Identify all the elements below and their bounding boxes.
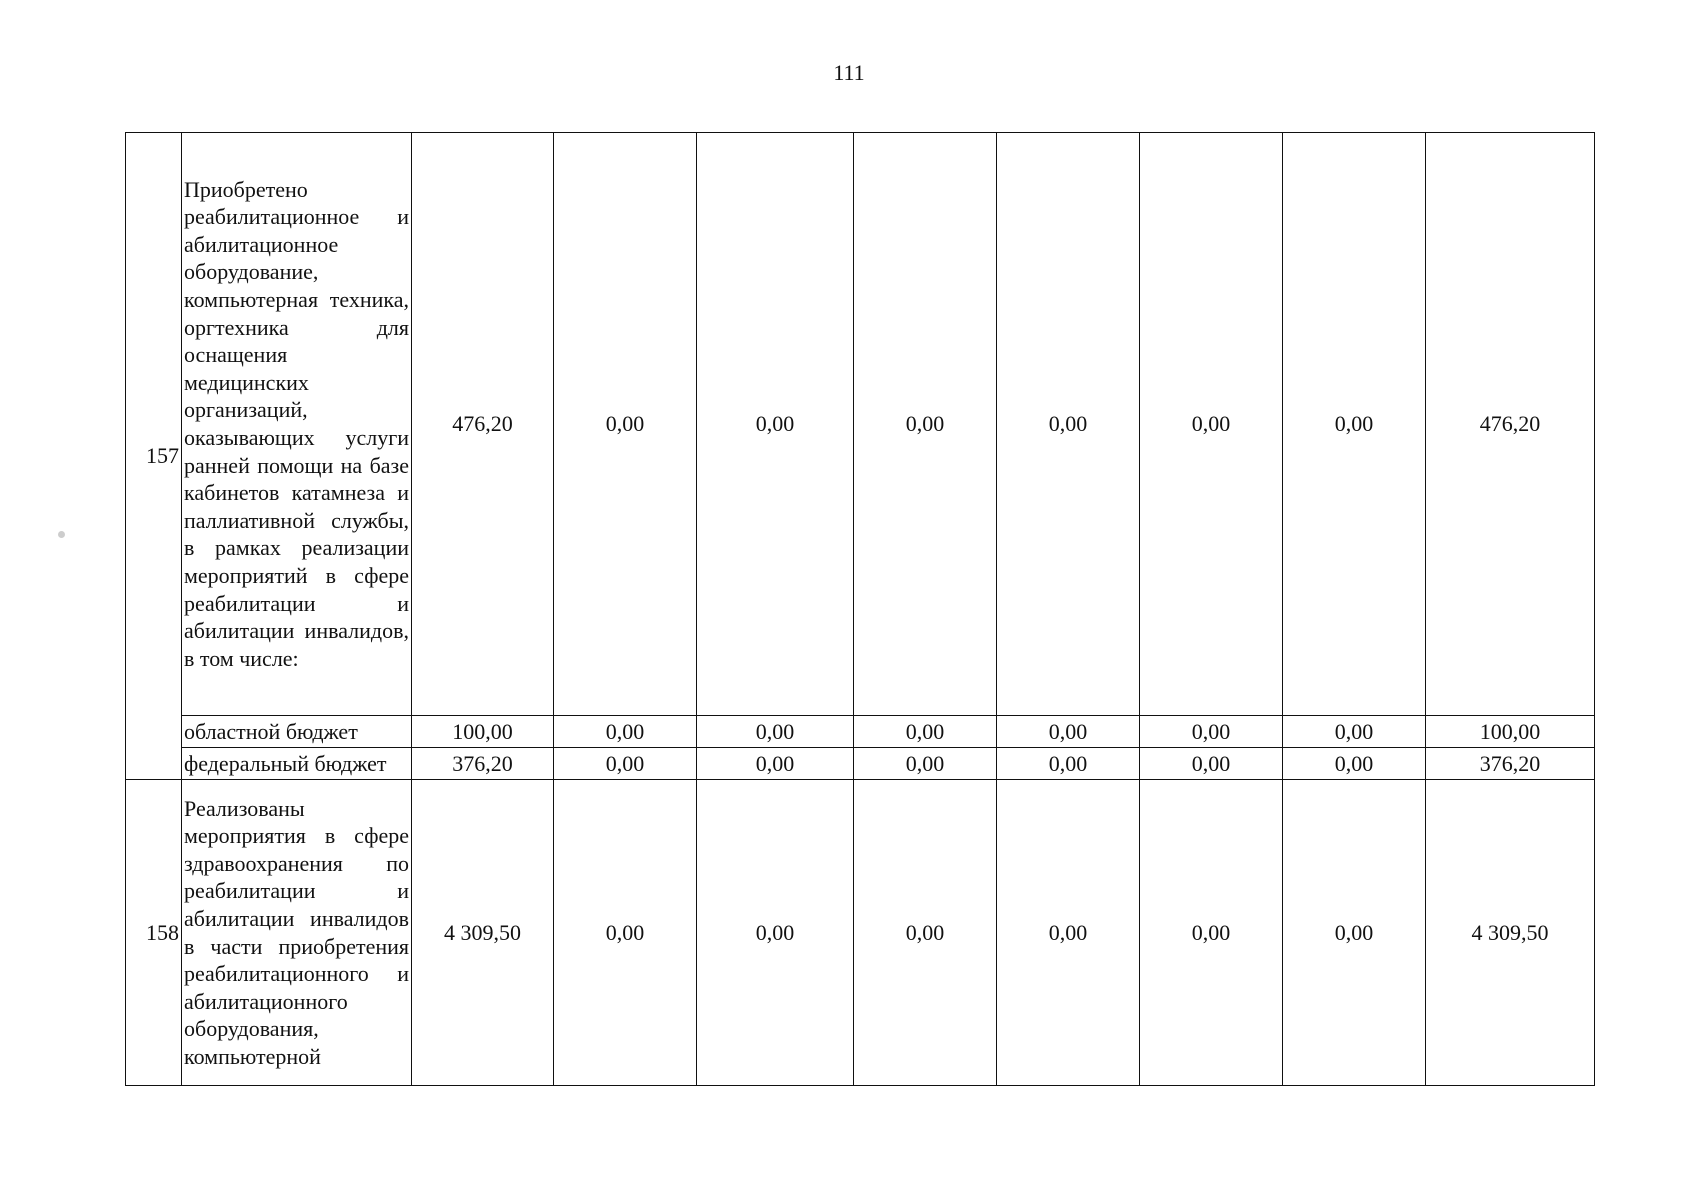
budget-table: [125, 132, 1595, 1086]
table-row-157: [126, 133, 1595, 716]
subrow-description: областной бюджет: [182, 716, 412, 748]
value-cell: 0,00: [854, 780, 997, 1086]
value-cell: 0,00: [997, 716, 1140, 748]
value-cell: 0,00: [1140, 133, 1283, 716]
value-cell: 0,00: [1283, 716, 1426, 748]
value-cell: 0,00: [1283, 780, 1426, 1086]
value-cell: 0,00: [554, 780, 697, 1086]
value-cell: 376,20: [412, 748, 554, 780]
page-number: 111: [833, 60, 865, 85]
value-cell: 476,20: [412, 133, 554, 716]
value-cell: 0,00: [1283, 748, 1426, 780]
subrow-description: федеральный бюджет: [182, 748, 412, 780]
value-cell: 100,00: [1426, 716, 1595, 748]
row-number: 158: [126, 780, 182, 1086]
value-cell: 0,00: [854, 133, 997, 716]
value-cell: 0,00: [697, 133, 854, 716]
value-cell: 0,00: [1140, 780, 1283, 1086]
value-cell: 0,00: [554, 748, 697, 780]
value-cell: 476,20: [1426, 133, 1595, 716]
value-cell: 0,00: [1283, 133, 1426, 716]
value-cell: 0,00: [697, 780, 854, 1086]
value-cell: 0,00: [697, 748, 854, 780]
value-cell: 4 309,50: [412, 780, 554, 1086]
table-row-regional-budget: [126, 716, 1595, 748]
row-number: 157: [126, 133, 182, 780]
table-row-158: [126, 780, 1595, 1086]
table-row-federal-budget: [126, 748, 1595, 780]
value-cell: 0,00: [997, 748, 1140, 780]
value-cell: 0,00: [697, 716, 854, 748]
value-cell: 0,00: [554, 716, 697, 748]
value-cell: 0,00: [854, 716, 997, 748]
value-cell: 0,00: [554, 133, 697, 716]
value-cell: 100,00: [412, 716, 554, 748]
row-description: Реализованы мероприятия в сфере здравоохранения по реабилитации и абилитации инвалидов в части приобретения реабилитационного и абилитационного оборудования, компьютерной: [182, 780, 412, 1086]
value-cell: 0,00: [854, 748, 997, 780]
value-cell: 0,00: [997, 133, 1140, 716]
scan-speck: [58, 531, 65, 538]
row-description: Приобретено реабилитационное и абилитационное оборудование, компьютерная техника, оргтехника для оснащения медицинских организаций, оказывающих услуги ранней помощи на базе кабинетов катамнеза и паллиативной службы, в рамках реализации мероприятий в сфере реабилитации и абилитации инвалидов, в том числе:: [182, 133, 412, 716]
value-cell: 0,00: [1140, 716, 1283, 748]
value-cell: 0,00: [997, 780, 1140, 1086]
value-cell: 0,00: [1140, 748, 1283, 780]
value-cell: 376,20: [1426, 748, 1595, 780]
value-cell: 4 309,50: [1426, 780, 1595, 1086]
